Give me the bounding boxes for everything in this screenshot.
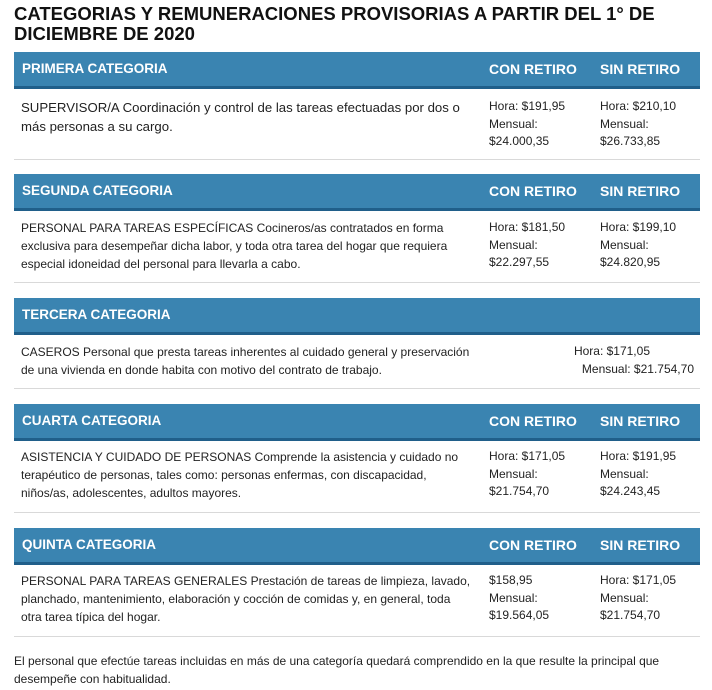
category-description: ASISTENCIA Y CUIDADO DE PERSONAS Comprende la asistencia y cuidado no terapéutico de personas, tales como: personas enfermas, con discapacidad, niños/as, adolescentes, adultos mayores. (21, 450, 459, 500)
page-title: CATEGORIAS Y REMUNERACIONES PROVISORIAS A PARTIR DEL 1° DE DICIEMBRE DE 2020 (14, 3, 655, 44)
mensual-value: $22.297,55 (489, 255, 550, 269)
con-retiro-values (489, 98, 565, 151)
section-divider (14, 512, 700, 513)
con-retiro-header: CON RETIRO (489, 537, 577, 553)
section-divider (14, 282, 700, 283)
con-retiro-header: CON RETIRO (489, 413, 577, 429)
category-description: CASEROS Personal que presta tareas inherentes al cuidado general y preservación de una vivienda en donde habita con motivo del contrato de trabajo. (21, 345, 470, 377)
sin-retiro-values (600, 448, 676, 501)
category-name: QUINTA CATEGORIA (22, 537, 156, 552)
mensual-value: $21.754,70 (600, 608, 661, 622)
mensual-value: $19.564,05 (489, 608, 550, 622)
mensual-value: $24.243,45 (600, 484, 661, 498)
category-header (14, 174, 700, 211)
sin-retiro-values (600, 98, 676, 151)
category-section-cuarta (14, 404, 700, 504)
sin-retiro-values (600, 219, 676, 272)
mensual-label: Mensual: (489, 590, 538, 605)
hora-value: Hora: $171,05 (489, 449, 566, 463)
category-row (14, 448, 700, 504)
section-divider (14, 388, 700, 389)
hora-value: Hora: $191,95 (489, 99, 566, 113)
hora-value: Hora: $171,05 (573, 344, 650, 358)
mensual-label: Mensual: (600, 237, 649, 252)
mensual-label: Mensual: (489, 237, 538, 252)
mensual-label: Mensual: (489, 116, 538, 131)
category-section-segunda (14, 174, 700, 275)
mensual-value: Mensual: $21.754,70 (581, 361, 694, 376)
mensual-label: Mensual: (600, 590, 649, 605)
hora-value: Hora: $199,10 (600, 220, 677, 234)
mensual-value: $24.000,35 (489, 134, 550, 148)
category-row (14, 219, 700, 275)
sin-retiro-values (600, 572, 676, 625)
category-section-tercera (14, 298, 700, 383)
category-header (14, 404, 700, 441)
mensual-label: Mensual: (489, 466, 538, 481)
hora-value: Hora: $181,50 (489, 220, 566, 234)
sin-retiro-header: SIN RETIRO (600, 183, 681, 199)
category-description: PERSONAL PARA TAREAS ESPECÍFICAS Cocineros/as contratados en forma exclusiva para desempeñar dicha labor, y toda otra tarea del hogar que requiera especial idoneidad del personal para llevarla a cabo. (21, 221, 448, 271)
footer-note: El personal que efectúe tareas incluidas en más de una categoría quedará comprendido en la que resulte la principal que desempeñe con habitualidad. (14, 654, 660, 686)
category-description: PERSONAL PARA TAREAS GENERALES Prestación de tareas de limpieza, lavado, planchado, mantenimiento, elaboración y cocción de comidas y, en general, toda otra tarea típica del hogar. (21, 574, 471, 624)
category-row (14, 343, 700, 383)
category-header (14, 298, 700, 335)
sin-retiro-header: SIN RETIRO (600, 413, 681, 429)
category-name: CUARTA CATEGORIA (22, 413, 162, 428)
hora-value: Hora: $210,10 (600, 99, 677, 113)
con-retiro-header: CON RETIRO (489, 183, 577, 199)
category-name: TERCERA CATEGORIA (22, 307, 171, 322)
category-row (14, 98, 700, 158)
category-description: SUPERVISOR/A Coordinación y control de las tareas efectuadas por dos o más personas a su cargo. (21, 100, 460, 134)
combined-values (484, 343, 694, 378)
section-divider (14, 636, 700, 637)
con-retiro-values (489, 572, 549, 625)
category-name: SEGUNDA CATEGORIA (22, 183, 173, 198)
category-row (14, 572, 700, 628)
hora-value: Hora: $171,05 (600, 573, 677, 587)
mensual-value: $26.733,85 (600, 134, 661, 148)
con-retiro-values (489, 448, 565, 501)
category-section-primera (14, 52, 700, 158)
category-section-quinta (14, 528, 700, 628)
sin-retiro-header: SIN RETIRO (600, 537, 681, 553)
category-header (14, 52, 700, 89)
hora-value: Hora: $191,95 (600, 449, 677, 463)
mensual-value: $24.820,95 (600, 255, 661, 269)
section-divider (14, 159, 700, 160)
mensual-label: Mensual: (600, 466, 649, 481)
mensual-value: $21.754,70 (489, 484, 550, 498)
category-header (14, 528, 700, 565)
sin-retiro-header: SIN RETIRO (600, 61, 681, 77)
category-name: PRIMERA CATEGORIA (22, 61, 168, 76)
hora-value: $158,95 (489, 573, 533, 587)
con-retiro-values (489, 219, 565, 272)
mensual-label: Mensual: (600, 116, 649, 131)
con-retiro-header: CON RETIRO (489, 61, 577, 77)
